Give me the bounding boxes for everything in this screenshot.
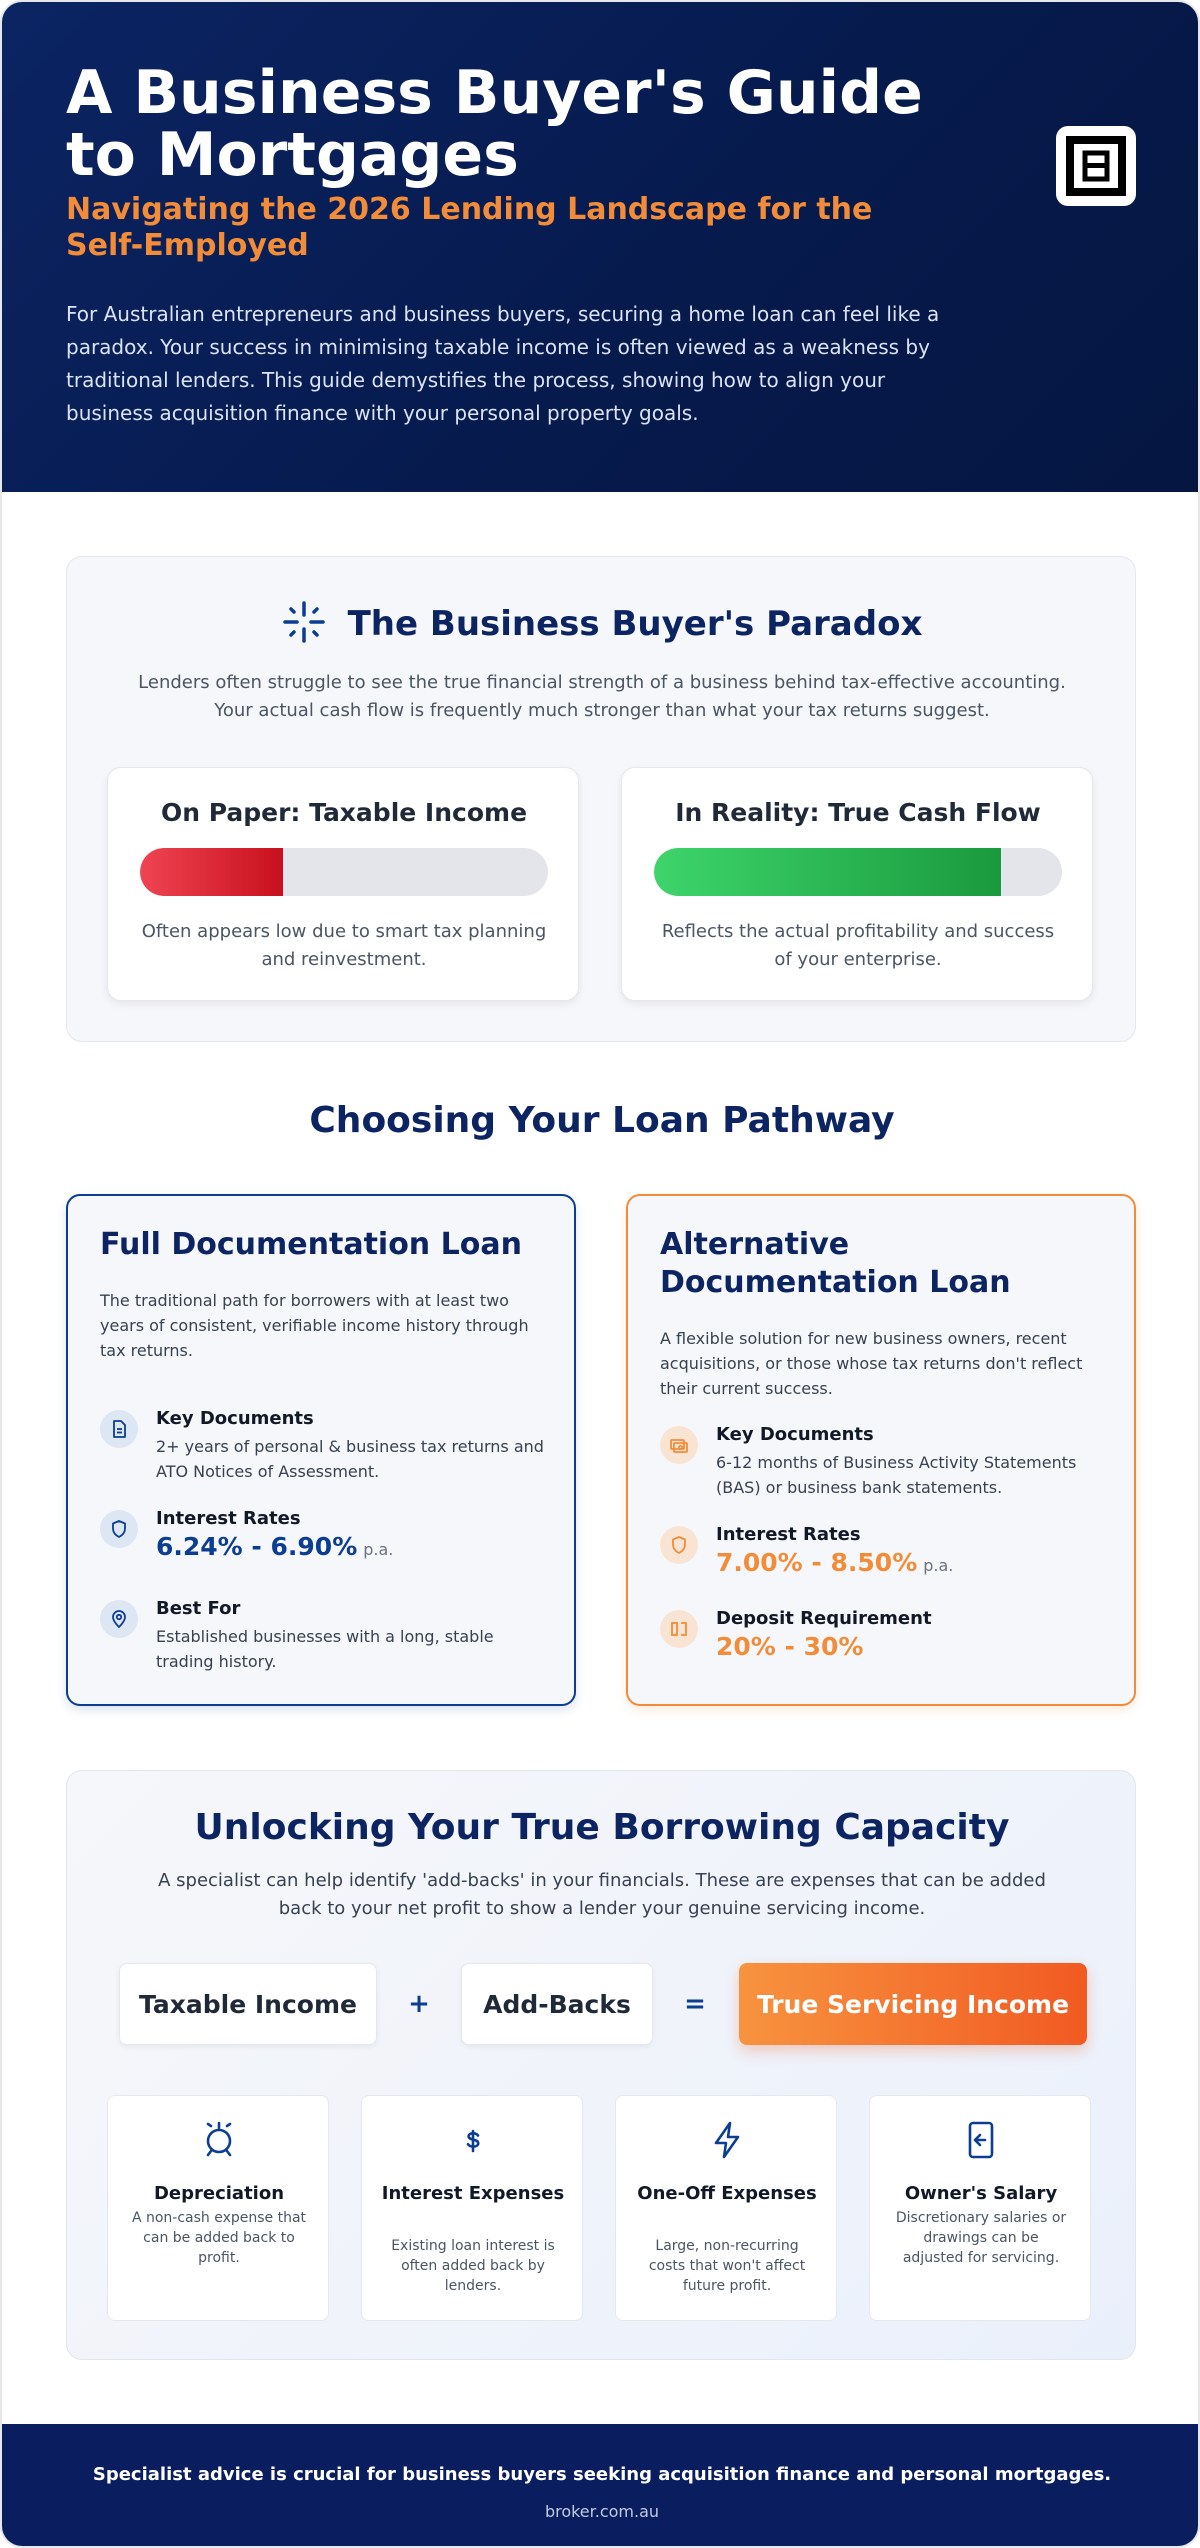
on-paper-card	[107, 767, 579, 1001]
addback-card-depreciation	[107, 2095, 329, 2321]
interest-rate-value	[156, 1532, 393, 1561]
in-reality-card	[621, 767, 1093, 1001]
alt-doc-key-documents	[660, 1424, 1110, 1504]
deposit-value: 20% - 30%	[716, 1632, 864, 1661]
addback-card-owners-salary	[869, 2095, 1091, 2321]
addback-label: Interest Expenses	[381, 2183, 565, 2204]
footer-website-link[interactable]: broker.com.au	[544, 2502, 660, 2521]
equation-equals: =	[684, 1989, 706, 2019]
on-paper-title: On Paper: Taxable Income	[160, 798, 528, 827]
rate-unit: p.a.	[363, 1540, 394, 1559]
equation-taxable-income: Taxable Income	[119, 1963, 377, 2045]
feature-label: Interest Rates	[156, 1508, 301, 1529]
alarm-clock-icon	[201, 2120, 237, 2164]
pathway-title: Choosing Your Loan Pathway	[309, 1100, 895, 1141]
addback-card-one-off	[615, 2095, 837, 2321]
full-doc-description: The traditional path for borrowers with at least two years of consistent, verifiable income history through tax returns.	[100, 1291, 529, 1360]
paradox-title: The Business Buyer's Paradox	[347, 604, 923, 644]
equation-result: True Servicing Income	[739, 1963, 1087, 2045]
hero-section	[2, 2, 1200, 492]
rate-range: 6.24% - 6.90%	[156, 1532, 358, 1561]
feature-label: Best For	[156, 1598, 241, 1619]
alt-doc-title: Alternative Documentation Loan	[660, 1227, 1011, 1300]
lightning-icon	[709, 2120, 745, 2164]
footer-text: Specialist advice is crucial for business buyers seeking acquisition finance and personal mortgages.	[92, 2464, 1112, 2485]
full-doc-key-documents	[100, 1408, 550, 1488]
on-paper-caption: Often appears low due to smart tax planning and reinvestment.	[141, 921, 547, 970]
paradox-section	[66, 556, 1136, 1042]
full-doc-best-for	[100, 1598, 550, 1678]
addback-label: One-Off Expenses	[637, 2183, 817, 2204]
feature-text: Established businesses with a long, stable trading history.	[156, 1627, 494, 1671]
rate-unit: p.a.	[923, 1556, 954, 1575]
feature-label: Key Documents	[716, 1424, 874, 1445]
capacity-description: A specialist can help identify 'add-backs' in your financials. These are expenses that can be added back to your net profit to show a lender your genuine servicing income.	[158, 1870, 1046, 1919]
full-doc-interest-rates	[100, 1508, 550, 1588]
columns-icon	[660, 1610, 698, 1648]
location-pin-icon	[100, 1600, 138, 1638]
paradox-header	[67, 599, 1137, 649]
addback-description: Large, non-recurring costs that won't affect future profit.	[648, 2238, 806, 2294]
brand-logo-icon	[1056, 126, 1136, 206]
addback-description: A non-cash expense that can be added back to profit.	[131, 2210, 307, 2266]
addback-label: Depreciation	[153, 2183, 285, 2204]
dollar-icon	[455, 2120, 491, 2164]
page-title: A Business Buyer's Guide to Mortgages	[66, 58, 923, 190]
shield-icon	[100, 1510, 138, 1548]
sparkle-burst-icon	[282, 600, 326, 648]
equation-plus: +	[408, 1989, 430, 2019]
capacity-title: Unlocking Your True Borrowing Capacity	[194, 1807, 1010, 1848]
shield-icon	[660, 1526, 698, 1564]
feature-label: Key Documents	[156, 1408, 314, 1429]
alt-doc-deposit-requirement	[660, 1608, 1110, 1688]
page-subtitle: Navigating the 2026 Lending Landscape for the Self-Employed	[66, 192, 873, 263]
rate-range: 7.00% - 8.50%	[716, 1548, 918, 1577]
in-reality-bar-fill	[654, 848, 1001, 896]
alt-doc-loan-card	[626, 1194, 1136, 1706]
footer	[2, 2424, 1200, 2548]
feature-text: 2+ years of personal & business tax returns and ATO Notices of Assessment.	[156, 1437, 544, 1481]
phone-arrow-icon	[963, 2120, 999, 2164]
feature-text: 6-12 months of Business Activity Statements (BAS) or business bank statements.	[716, 1453, 1077, 1497]
in-reality-caption: Reflects the actual profitability and success of your enterprise.	[661, 921, 1055, 970]
capacity-section	[66, 1770, 1136, 2360]
equation-add-backs: Add-Backs	[461, 1963, 653, 2045]
alt-doc-description: A flexible solution for new business owners, recent acquisitions, or those whose tax returns don't reflect their current success.	[660, 1329, 1083, 1398]
document-icon	[100, 1410, 138, 1448]
paradox-description: Lenders often struggle to see the true financial strength of a business behind tax-effective accounting. Your actual cash flow is frequently much stronger than what your tax returns suggest.	[138, 672, 1066, 721]
hero-intro: For Australian entrepreneurs and business buyers, securing a home loan can feel like a paradox. Your success in minimising taxable income is often viewed as a weakness by traditional lenders. This guide demystifies the process, showing how to align your business acquisition finance with your personal property goals.	[66, 302, 940, 425]
addback-label: Owner's Salary	[904, 2183, 1058, 2204]
feature-label: Interest Rates	[716, 1524, 861, 1545]
in-reality-bar	[654, 848, 1062, 896]
alt-doc-interest-rates	[660, 1524, 1110, 1604]
on-paper-bar-fill	[140, 848, 283, 896]
interest-rate-value	[716, 1548, 953, 1577]
full-doc-title: Full Documentation Loan	[100, 1227, 522, 1262]
in-reality-title: In Reality: True Cash Flow	[675, 798, 1041, 827]
full-doc-loan-card	[66, 1194, 576, 1706]
banknote-icon	[660, 1426, 698, 1464]
addback-description: Existing loan interest is often added back by lenders.	[391, 2238, 555, 2294]
feature-label: Deposit Requirement	[716, 1608, 932, 1629]
on-paper-bar	[140, 848, 548, 896]
addback-card-interest	[361, 2095, 583, 2321]
addback-description: Discretionary salaries or drawings can be adjusted for servicing.	[895, 2210, 1067, 2266]
